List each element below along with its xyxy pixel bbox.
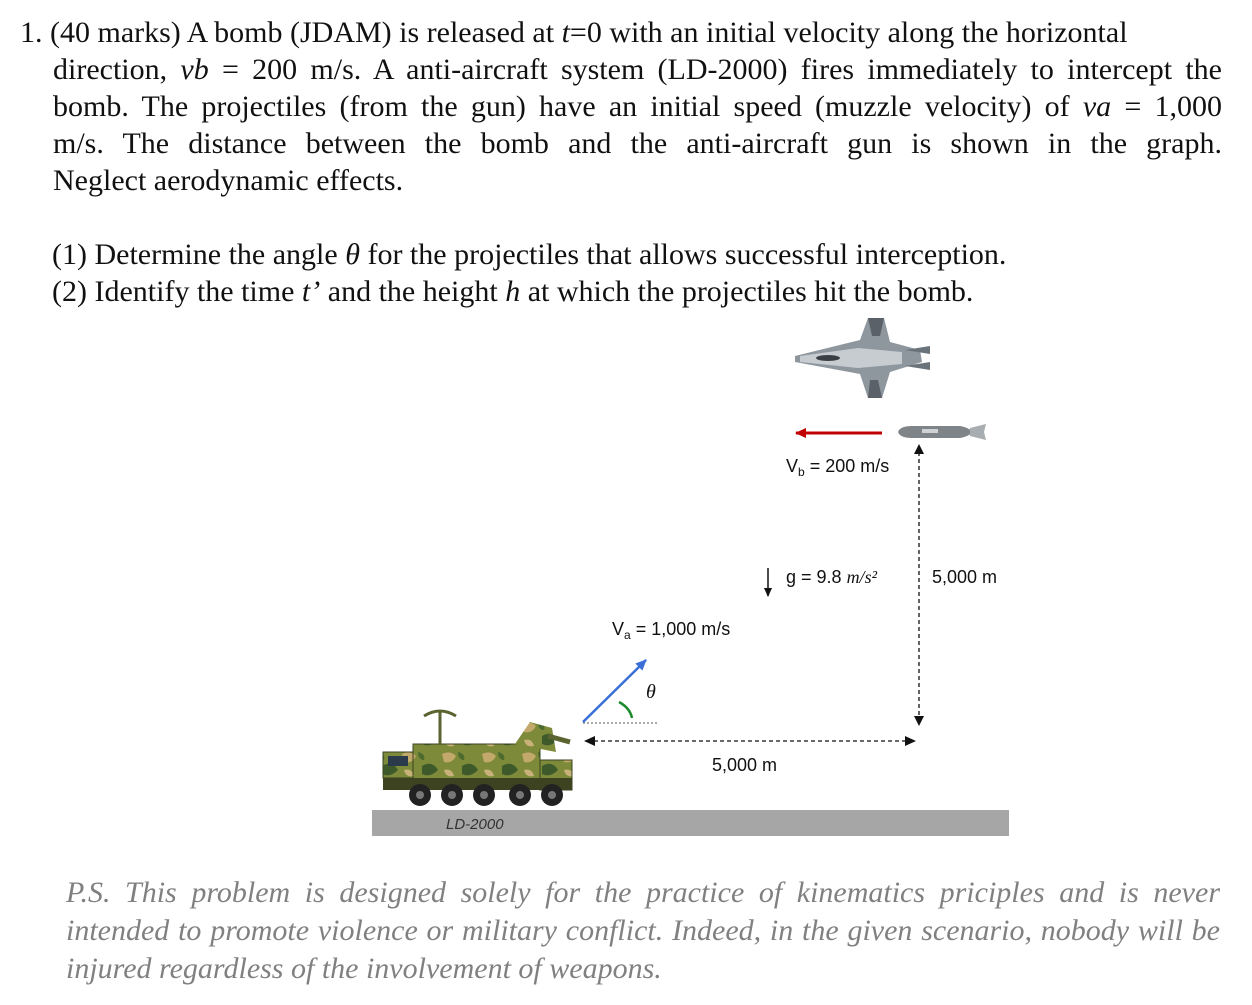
- problem-line-2: direction, vb = 200 m/s. A anti-aircraft system (LD-2000) fires immediately to intercept the: [53, 53, 1222, 86]
- bomb-icon: [898, 424, 986, 440]
- ps-note: P.S. This problem is designed solely for the practice of kinematics priciples and is never intended to promote violence or military conflict. Indeed, in the given scenario, nobody will be injured regardless of the involvement of weapons.: [66, 876, 1220, 985]
- problem-marks: (40 marks): [50, 16, 181, 49]
- distance-arrow-right: [905, 736, 916, 746]
- problem-line-5: Neglect aerodynamic effects.: [53, 164, 404, 197]
- distance-arrow-left: [584, 736, 595, 746]
- theta-label: θ: [646, 681, 656, 703]
- va-label: $V_a = 1,000$ m/s: [612, 619, 731, 642]
- height-label: 5,000 m: [932, 567, 998, 587]
- gravity-label: g = 9.8 m/s²: [786, 567, 877, 587]
- jet-icon: [795, 318, 930, 398]
- problem-line-3: bomb. The projectiles (from the gun) have an initial speed (muzzle velocity) of va = 1,000: [53, 90, 1223, 123]
- vb-label: $V_b = 200$ m/s: [786, 456, 890, 479]
- problem-line-4: m/s. The distance between the bomb and the anti-aircraft gun is shown in the graph.: [53, 127, 1222, 160]
- vehicle-label: LD-2000: [446, 816, 504, 833]
- height-arrow-down: [914, 716, 924, 726]
- projectile-velocity-arrow: [583, 660, 646, 722]
- problem-number: 1.: [20, 16, 43, 49]
- problem-line-1: 1. (40 marks) A bomb (JDAM) is released at t=0 with an initial velocity along the horizontal: [20, 16, 1128, 49]
- angle-arc: [619, 702, 632, 718]
- distance-label: 5,000 m: [712, 755, 778, 775]
- height-arrow-up: [914, 444, 924, 454]
- ld2000-vehicle-icon: [383, 711, 572, 806]
- question-1: (1) Determine the angle θ for the projectiles that allows successful interception.: [52, 238, 1007, 271]
- question-2: (2) Identify the time t’ and the height h at which the projectiles hit the bomb.: [52, 275, 974, 308]
